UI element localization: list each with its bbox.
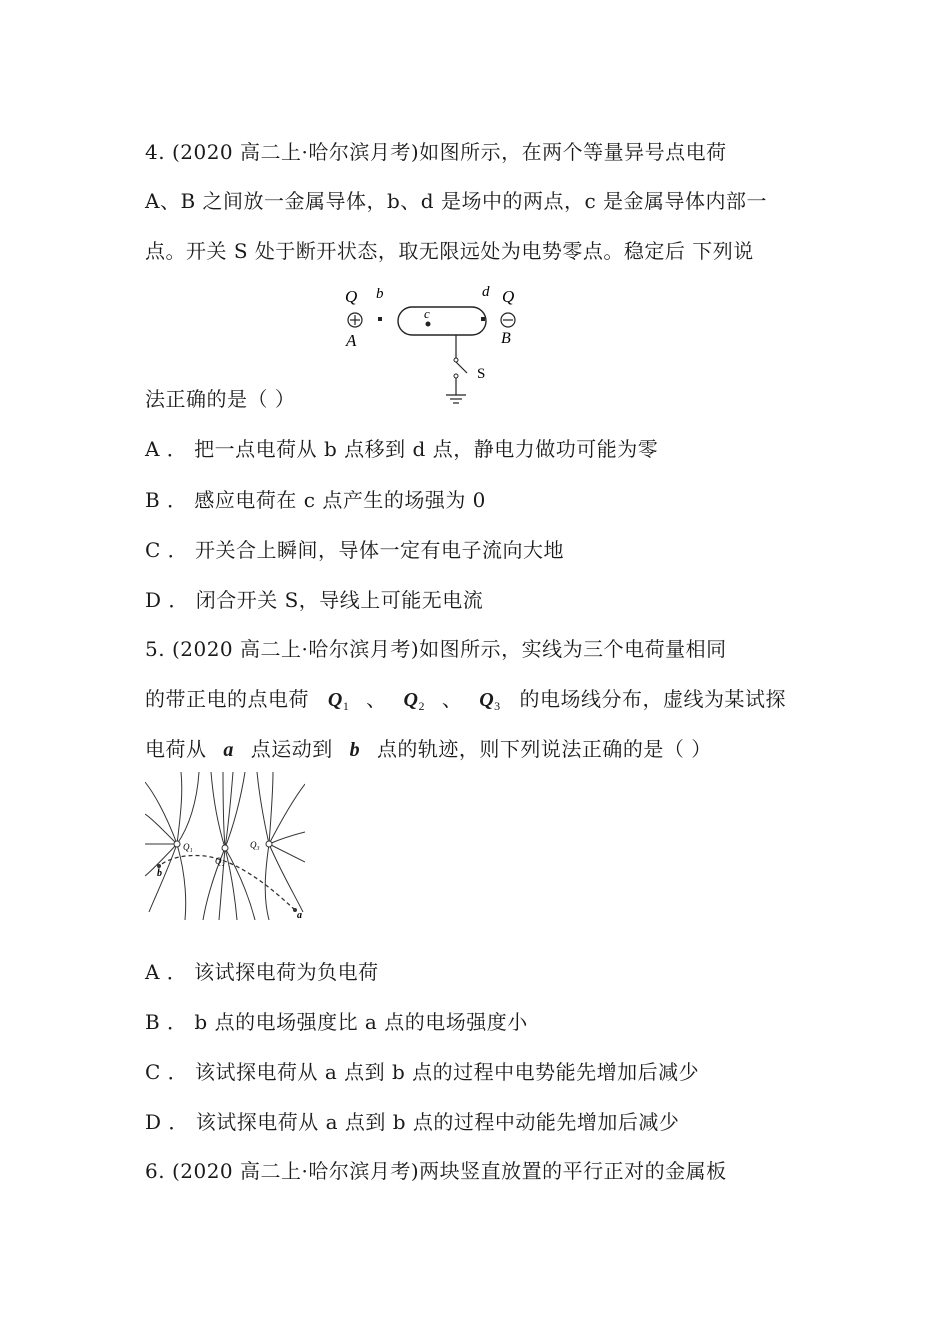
q5-stem-line-3: 电荷从 a 点运动到 b 点的轨迹，则下列说法正确的是（ ） [145, 737, 712, 761]
q5-fig-a: a [297, 910, 302, 920]
q5-option-a: A ． 该试探电荷为负电荷 [145, 960, 379, 984]
q5-fig-q1: Q₁ [183, 842, 193, 852]
q4-stem-line-2: A、B 之间放一金属导体，b、d 是场中的两点，c 是金属导体内部一 [145, 189, 768, 213]
q5-figure-field-lines [145, 772, 305, 920]
q5-stem-line-1: 5. (2020 高二上·哈尔滨月考)如图所示，实线为三个电荷量相同 [145, 637, 727, 661]
q4-fig-c: c [424, 306, 430, 321]
q5-fig-b: b [157, 868, 162, 879]
q5-option-d: D ． 该试探电荷从 a 点到 b 点的过程中动能先增加后减少 [145, 1110, 680, 1134]
q5-stem-line-2: 的带正电的点电荷 $Q_1$ 、 $Q_2$ 、 $Q_3$ 的电场线分布，虚线为某试探 [145, 687, 787, 713]
q5-fig-q2: Q₂ [215, 856, 225, 866]
q4-stem-line-1: 4. (2020 高二上·哈尔滨月考)如图所示，在两个等量异号点电荷 [145, 140, 727, 164]
q4-option-c: C ． 开关合上瞬间，导体一定有电子流向大地 [145, 538, 565, 562]
q4-stem-line-3: 点。开关 S 处于断开状态，取无限远处为电势零点。稳定后 下列说 [145, 239, 754, 263]
q4-option-a: A ． 把一点电荷从 b 点移到 d 点，静电力做功可能为零 [145, 437, 659, 461]
q4-option-b: B ． 感应电荷在 c 点产生的场强为 0 [145, 488, 486, 512]
q4-fig-b-label: B [501, 330, 511, 347]
q4-fig-q-left: Q [345, 287, 358, 306]
q4-fig-a: A [346, 331, 357, 350]
q4-stem-line-4: 法正确的是（ ） [145, 387, 296, 411]
q4-fig-q-right: Q [502, 287, 515, 306]
q5-option-c: C ． 该试探电荷从 a 点到 b 点的过程中电势能先增加后减少 [145, 1060, 700, 1084]
q4-fig-d: d [482, 284, 490, 300]
q6-stem-line-1: 6. (2020 高二上·哈尔滨月考)两块竖直放置的平行正对的金属板 [145, 1159, 727, 1183]
q4-figure-conductor [340, 280, 540, 410]
q4-fig-b: b [376, 286, 384, 302]
q5-fig-q3: Q₃ [250, 840, 260, 850]
q4-fig-s: S [477, 366, 486, 382]
q4-option-d: D ． 闭合开关 S，导线上可能无电流 [145, 588, 484, 612]
q5-option-b: B ． b 点的电场强度比 a 点的电场强度小 [145, 1010, 528, 1034]
